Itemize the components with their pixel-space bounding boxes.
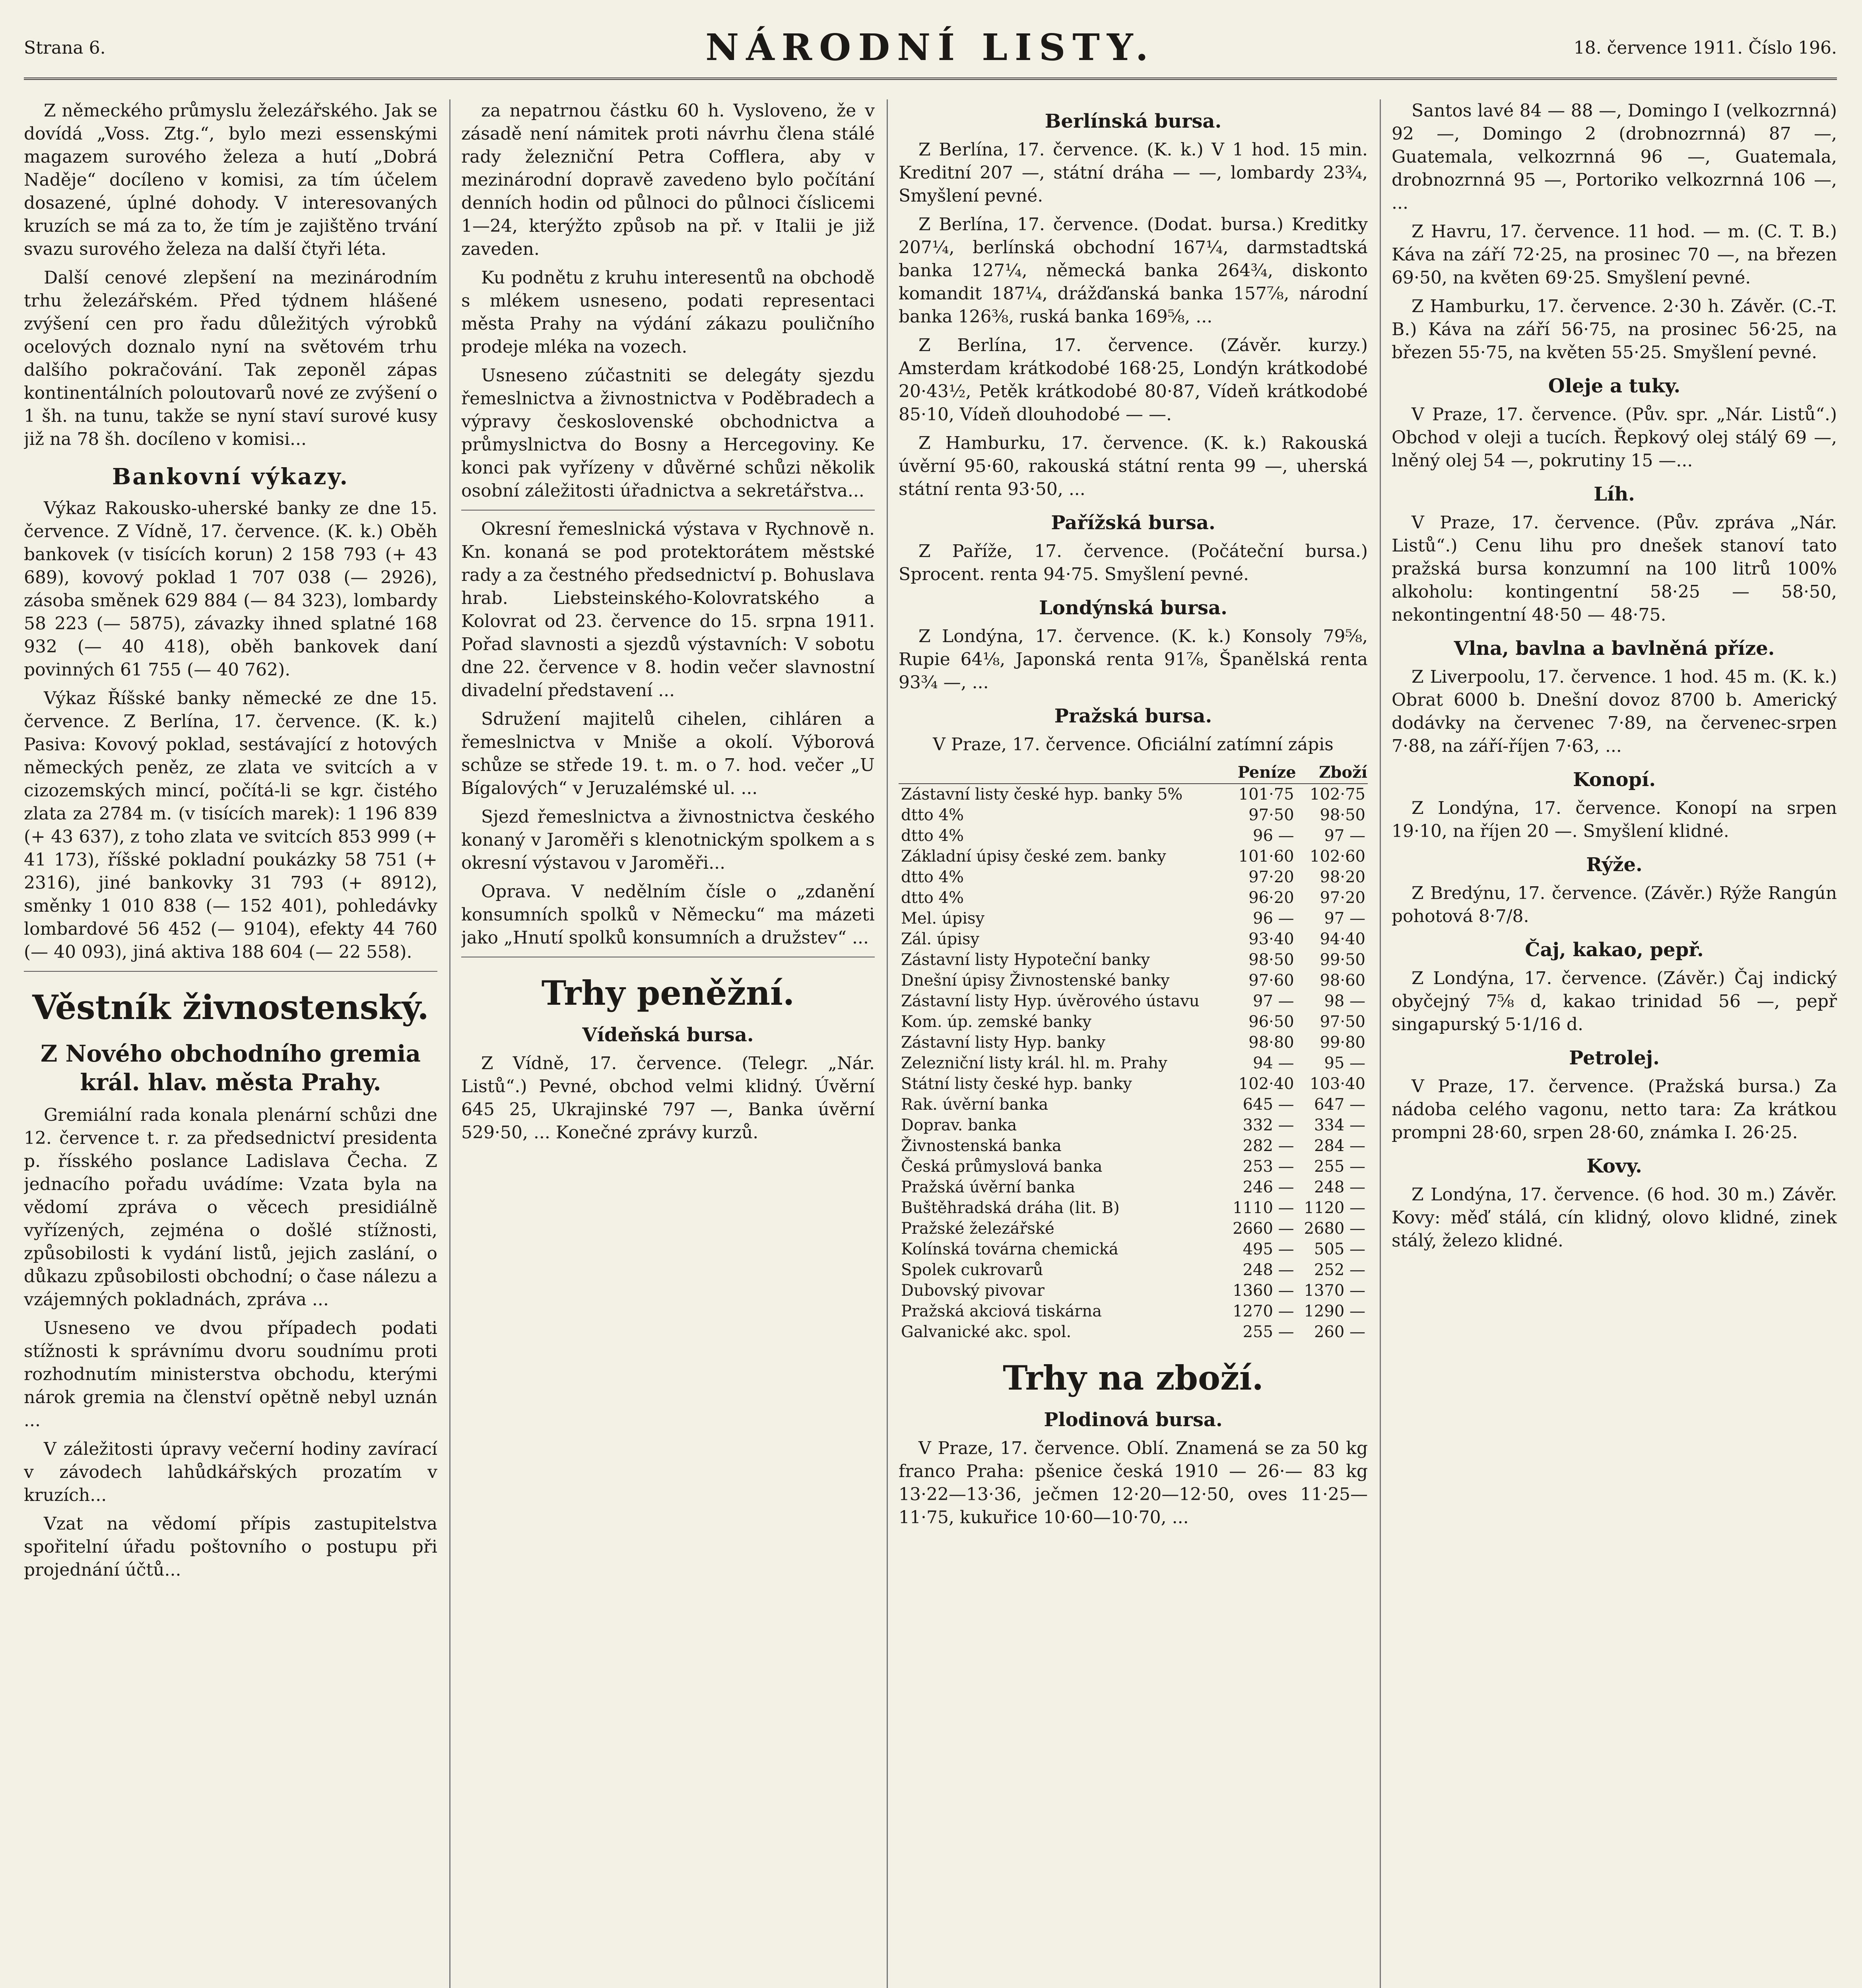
money-cell: 2660 — [1233,1219,1294,1238]
security-name-cell: Dnešní úpisy Živnostenské banky [901,971,1170,990]
goods-cell: 102·60 [1310,847,1365,866]
goods-cell: 97 — [1324,909,1365,928]
subheading-plodinova-bursa: Plodinová bursa. [1044,1409,1223,1431]
money-cell: 101·75 [1238,785,1294,804]
money-cell: 97·60 [1248,971,1294,990]
article-paragraph: Santos lavé 84 — 88 —, Domingo I (velkozrnná) 92 —, Domingo 2 (drobnozrnná) 87 —, Guatemala, velkozrnná 96 —, Guatemala, drobnozrnná 95 —, Portoriko velkozrnná 106 —, ... [1392,101,1837,213]
security-name-cell: Česká průmyslová banka [901,1157,1103,1176]
table-row [899,1301,1368,1322]
money-cell: 96 — [1253,909,1294,928]
goods-cell: 94·40 [1320,930,1365,948]
goods-cell: 98·60 [1320,971,1365,990]
article-paragraph: V Praze, 17. července. (Pražská bursa.) Za nádoba celého vagonu, netto tara: Za krátkou prompni 28·60, srpen 28·60, známka I. 26·25. [1392,1076,1837,1143]
column-1 [24,99,437,1988]
security-name-cell: Pražské železářské [901,1219,1054,1238]
goods-cell: 1290 — [1304,1302,1365,1320]
security-name-cell: Dubovský pivovar [901,1281,1045,1300]
subheading-gremium: Z Nového obchodního gremia král. hlav. města Prahy. [40,1040,421,1096]
article-paragraph: Výkaz Říšské banky německé ze dne 15. července. Z Berlína, 17. července. (K. k.) Pasiva: Kovový poklad, sestávající z hotových německých peněz, ze zlata ve svitcích a v cizozemských mincí, počítá-li se kgr. čistého zlata za 2784 m. (v tisících marek): 1 196 839 (+ 43 637), z toho zlata ve svitcích 853 999 (+ 41 173), říšské pokladní poukázky 58 751 (+ 2316), jiné bankovky 31 793 (+ 8912), směnky 1 010 838 (— 152 401), pohledávky lombardové 56 452 (— 9104), efekty 44 760 (— 40 093), jiná aktiva 188 604 (— 22 558). [24,688,437,962]
goods-cell: 284 — [1314,1137,1365,1155]
table-header [899,762,1225,784]
column-divider [449,99,450,1988]
money-cell: 97·20 [1248,868,1294,886]
article-paragraph: Usneseno ve dvou případech podati stížnosti k správnímu dvoru soudnímu proti rozhodnutím ministerstva obchodu, kterými nárok gremia na členství opětně nebyl uznán ... [24,1318,437,1431]
goods-cell: 97 — [1324,827,1365,845]
table-header: Zboží [1297,762,1368,784]
divider [461,510,875,511]
table-caption: V Praze, 17. července. Oficiální zatímní zápis [933,734,1334,755]
goods-cell: 98·50 [1320,806,1365,824]
article-paragraph: Další cenové zlepšení na mezinárodním trhu železářském. Před týdnem hlášené zvýšení cen pro řadu důležitých výrobků ocelových doznalo nyní na světovém trhu dalšího pokračování. Tak zeponěl zápas kontinentálních poloutovarů nové ze zvýšení o 1 šh. na tunu, takže se nyní staví surové kusy již na 78 šh. docíleno v komisi... [24,268,437,449]
subheading-petrolej: Petrolej. [1569,1047,1660,1069]
money-cell: 98·80 [1248,1033,1294,1052]
table-row [899,805,1368,825]
table-row [899,825,1368,846]
security-name-cell: dtto 4% [901,806,964,824]
money-cell: 97 — [1253,992,1294,1010]
subheading-londynska-bursa: Londýnská bursa. [1039,597,1227,619]
goods-cell: 1370 — [1304,1281,1365,1300]
security-name-cell: Státní listy české hyp. banky [901,1075,1132,1093]
goods-cell: 252 — [1314,1261,1365,1279]
money-cell: 93·40 [1248,930,1294,948]
money-cell: 246 — [1243,1178,1294,1196]
article-paragraph: Z Vídně, 17. července. (Telegr. „Nár. Listů“.) Pevné, obchod velmi klidný. Úvěrní 645 25, Ukrajinské 797 —, Banka úvěrní 529·50, ... Konečné zprávy kurzů. [461,1053,875,1143]
article-paragraph: Vzat na vědomí přípis zastupitelstva spořitelní úřadu poštovního o postupu při projednání účtů... [24,1514,437,1580]
article-paragraph: Z Londýna, 17. července. (6 hod. 30 m.) Závěr. Kovy: měď stálá, cín klidný, olovo klidné, zinek stálý, železo klidné. [1392,1184,1837,1251]
table-row [899,1322,1368,1342]
article-paragraph: V Praze, 17. července. (Pův. zpráva „Nár. Listů“.) Cenu lihu pro dnešek stanoví tato pražská bursa konzumní na 100 litrů 100% alkoholu: kontingentní 58·25 — 58·50, nekontingentní 48·50 — 48·75. [1392,513,1837,625]
security-name-cell: Doprav. banka [901,1116,1017,1134]
table-row [899,1198,1368,1218]
article-paragraph: Z Londýna, 17. července. (Závěr.) Čaj indický obyčejný 7⅝ d, kakao trinidad 56 —, pepř singapurský 5·1/16 d. [1392,968,1837,1035]
goods-cell: 248 — [1314,1178,1365,1196]
security-name-cell: Zástavní listy české hyp. banky 5% [901,785,1183,804]
article-paragraph: Sjezd řemeslnictva a živnostnictva českého konaný v Jaroměři s klenotnickým spolkem a s okresní výstavou v Jaroměři... [461,807,875,873]
headline-vestnik: Věstník živnostenský. [32,988,429,1027]
article-paragraph: Oprava. V nedělním čísle o „zdanění konsumních spolků v Německu“ ma mázeti jako „Hnutí spolků konsumních a družstev“ ... [461,881,875,948]
subheading-konopi: Konopí. [1573,769,1656,791]
article-paragraph: V Praze, 17. července. Oblí. Znamená se za 50 kg franco Praha: pšenice česká 1910 — 26·— 83 kg 13·22—13·36, ječmen 12·20—12·50, oves 11·25—11·75, kukuřice 10·60—10·70, ... [899,1438,1368,1528]
column-divider [887,99,888,1988]
table-row [899,1156,1368,1177]
subheading-prazska-bursa: Pražská bursa. [1054,705,1212,727]
subheading-lih: Líh. [1594,483,1635,505]
article-paragraph: Výkaz Rakousko-uherské banky ze dne 15. července. Z Vídně, 17. července. (K. k.) Oběh bankovek (v tisících korun) 2 158 793 (+ 43 689), kovový poklad 1 707 038 (— 2926), zásoba směnek 629 884 (— 84 323), lombardy 58 223 (— 5875), závazky ihned splatné 168 932 (— 40 418), oběh bankovek daní povinných 61 755 (— 40 762). [24,498,437,680]
money-cell: 101·60 [1238,847,1294,866]
table-row [899,1239,1368,1260]
security-name-cell: Zástavní listy Hyp. úvěrového ústavu [901,992,1200,1010]
security-name-cell: Zástavní listy Hypoteční banky [901,951,1150,969]
bursa-table [899,762,1368,1342]
money-cell: 94 — [1253,1054,1294,1072]
table-row [899,991,1368,1011]
security-name-cell: Mel. úpisy [901,909,985,928]
money-cell: 332 — [1243,1116,1294,1134]
article-paragraph: za nepatrnou částku 60 h. Vysloveno, že v zásadě není námitek proti návrhu člena stálé rady železniční Petra Cofflera, aby v mezinárodní dopravě zavedeno bylo počítání denních hodin od půlnoci do půlnoci číslicemi 1—24, kterýžto způsob na př. v Italii je již zaveden. [461,101,875,259]
section-heading-bank: Bankovní výkazy. [112,464,349,490]
security-name-cell: Spolek cukrovarů [901,1261,1043,1279]
goods-cell: 99·50 [1320,951,1365,969]
table-row [899,1011,1368,1032]
money-cell: 645 — [1243,1095,1294,1114]
goods-cell: 255 — [1314,1157,1365,1176]
article-paragraph: Z Paříže, 17. července. (Počáteční bursa.) Sprocent. renta 94·75. Smyšlení pevné. [899,541,1368,584]
money-cell: 96·50 [1248,1013,1294,1031]
goods-cell: 97·50 [1320,1013,1365,1031]
security-name-cell: Zelezniční listy král. hl. m. Prahy [901,1054,1167,1072]
page-header [24,22,1837,80]
money-cell: 255 — [1243,1323,1294,1341]
goods-cell: 98 — [1324,992,1365,1010]
money-cell: 97·50 [1248,806,1294,824]
table-header: Peníze [1225,762,1296,784]
table-row [899,929,1368,949]
table-row [899,784,1368,805]
goods-cell: 102·75 [1310,785,1365,804]
article-paragraph: Z Berlína, 17. července. (K. k.) V 1 hod. 15 min. Kreditní 207 —, státní dráha — —, lombardy 23¾, Smyšlení pevné. [899,140,1368,206]
column-4 [1392,99,1837,1988]
table-row [899,1074,1368,1094]
goods-cell: 98·20 [1320,868,1365,886]
money-cell: 282 — [1243,1137,1294,1155]
goods-cell: 2680 — [1304,1219,1365,1238]
article-paragraph: Z Hamburku, 17. července. (K. k.) Rakouská úvěrní 95·60, rakouská státní renta 99 —, uherská státní renta 93·50, ... [899,433,1368,499]
security-name-cell: Galvanické akc. spol. [901,1323,1072,1341]
article-paragraph: Z německého průmyslu železářského. Jak se dovídá „Voss. Ztg.“, bylo mezi essenskými magazem surového železa a hutí „Dobrá Naděje“ docíleno v komisi, za tím účelem dosazené, úplné dohody. V interesovaných kruzích se má za to, že tím je zajištěno trvání svazu surového železa na další čtyři léta. [24,101,437,259]
article-paragraph: Sdružení majitelů cihelen, cihláren a řemeslnictva v Mniše a okolí. Výborová schůze se střede 19. t. m. o 7. hod. večer „U Bígalových“ v Jeruzalémské ul. ... [461,709,875,798]
article-paragraph: Ku podnětu z kruhu interesentů na obchodě s mlékem usneseno, podati representaci města Prahy na výdání zákazu pouličního prodeje mléka na vozech. [461,268,875,357]
table-row [899,887,1368,908]
issue-date: 18. července 1911. Číslo 196. [1573,38,1837,58]
subheading-caj: Čaj, kakao, pepř. [1525,939,1704,961]
security-name-cell: Rak. úvěrní banka [901,1095,1048,1114]
subheading-kovy: Kovy. [1586,1155,1642,1177]
divider [24,971,437,972]
money-cell: 1360 — [1233,1281,1294,1300]
column-2 [461,99,875,1988]
security-name-cell: Zástavní listy Hyp. banky [901,1033,1106,1052]
goods-cell: 1120 — [1304,1199,1365,1217]
article-paragraph: Z Bredýnu, 17. července. (Závěr.) Rýže Rangún pohotová 8·7/8. [1392,883,1837,926]
table-row [899,1218,1368,1239]
article-paragraph: Z Berlína, 17. července. (Dodat. bursa.) Kreditky 207¼, berlínská obchodní 167¼, darmstadtská banka 127¼, německá banka 264¾, diskonto komandit 187¼, drážďanská banka 157⅞, národní banka 126⅜, ruská banka 169⅝, ... [899,214,1368,327]
security-name-cell: Buštěhradská dráha (lit. B) [901,1199,1120,1217]
article-paragraph: Z Berlína, 17. července. (Závěr. kurzy.) Amsterdam krátkodobé 168·25, Londýn krátkodobé 20·43½, Petěk krátkodobé 80·87, Vídeň krátkodobé 85·10, Vídeň dlouhodobé — —. [899,335,1368,425]
goods-cell: 99·80 [1320,1033,1365,1052]
security-name-cell: Základní úpisy české zem. banky [901,847,1166,866]
page-number: Strana 6. [24,38,106,58]
table-row [899,867,1368,887]
security-name-cell: Pražská úvěrní banka [901,1178,1076,1196]
money-cell: 1110 — [1233,1199,1294,1217]
table-row [899,1115,1368,1136]
security-name-cell: dtto 4% [901,868,964,886]
table-row [899,970,1368,991]
money-cell: 102·40 [1238,1075,1294,1093]
subheading-oleje: Oleje a tuky. [1548,375,1681,397]
money-cell: 98·50 [1248,951,1294,969]
article-paragraph: V Praze, 17. července. (Pův. spr. „Nár. Listů“.) Obchod v oleji a tucích. Řepkový olej stálý 69 —, lněný olej 54 —, pokrutiny 15 —... [1392,404,1837,471]
subheading-berlinska-bursa: Berlínská bursa. [1045,110,1222,132]
security-name-cell: dtto 4% [901,889,964,907]
goods-cell: 505 — [1314,1240,1365,1258]
subheading-vlna: Vlna, bavlna a bavlněná příze. [1454,637,1775,660]
table-row [899,1094,1368,1115]
article-paragraph: Z Liverpoolu, 17. července. 1 hod. 45 m. (K. k.) Obrat 6000 b. Dnešní dovoz 8700 b. Americký dodávky na červenec 7·89, na červenec-srpen 7·88, na září-říjen 7·63, ... [1392,667,1837,756]
headline-trhy-penezni: Trhy peněžní. [541,973,795,1013]
money-cell: 96·20 [1248,889,1294,907]
goods-cell: 97·20 [1320,889,1365,907]
security-name-cell: Pražská akciová tiskárna [901,1302,1102,1320]
table-row [899,1136,1368,1156]
money-cell: 248 — [1243,1261,1294,1279]
article-paragraph: Gremiální rada konala plenární schůzi dne 12. července t. r. za předsednictví presidenta p. řísského poslance Ladislava Čecha. Z jednacího pořadu uvádíme: Vzata byla na vědomí zpráva o věcech presidiálně vyřízených, zejména o došlé stížnosti, způsobilosti k vydání listů, jejich zaslání, o důkazu způsobilosti obchodní; o čase nálezu a vzájemných pokladnách, zpráva ... [24,1105,437,1310]
article-paragraph: Z Londýna, 17. července. (K. k.) Konsoly 79⅝, Rupie 64⅛, Japonská renta 91⅞, Španělská renta 93¾ —, ... [899,626,1368,693]
table-row [899,846,1368,867]
table-row [899,1280,1368,1301]
article-paragraph: V záležitosti úpravy večerní hodiny zavírací v závodech lahůdkářských prozatím v kruzích... [24,1439,437,1505]
security-name-cell: Živnostenská banka [901,1137,1062,1155]
money-cell: 495 — [1243,1240,1294,1258]
goods-cell: 95 — [1324,1054,1365,1072]
article-paragraph: Z Havru, 17. července. 11 hod. — m. (C. T. B.) Káva na září 72·25, na prosinec 70 —, na březen 69·50, na květen 69·25. Smyšlení pevné. [1392,221,1837,288]
article-paragraph: Usneseno zúčastniti se delegáty sjezdu řemeslnictva a živnostnictva v Poděbradech a výpravy československé obchodnictva a průmyslnictva do Bosny a Hercegoviny. Ke konci pak vyřízeny v důvěrné schůzi několik osobní záležitosti úřadnictva a sekretářstva... [461,365,875,501]
security-name-cell: Kolínská továrna chemická [901,1240,1118,1258]
table-row [899,1053,1368,1074]
table-row [899,1177,1368,1198]
goods-cell: 647 — [1314,1095,1365,1114]
subheading-parizska-bursa: Pařížská bursa. [1051,512,1215,534]
security-name-cell: dtto 4% [901,827,964,845]
money-cell: 1270 — [1233,1302,1294,1320]
money-cell: 96 — [1253,827,1294,845]
goods-cell: 334 — [1314,1116,1365,1134]
headline-trhy-na-zbozi: Trhy na zboží. [1003,1358,1264,1398]
goods-cell: 103·40 [1310,1075,1365,1093]
goods-cell: 260 — [1314,1323,1365,1341]
article-paragraph: Z Londýna, 17. července. Konopí na srpen 19·10, na říjen 20 —. Smyšlení klidné. [1392,798,1837,841]
table-row [899,1260,1368,1280]
table-row [899,1032,1368,1053]
security-name-cell: Kom. úp. zemské banky [901,1013,1091,1031]
table-row [899,949,1368,970]
masthead-title: NÁRODNÍ LISTY. [705,26,1155,69]
table-row [899,908,1368,929]
article-paragraph: Okresní řemeslnická výstava v Rychnově n. Kn. konaná se pod protektorátem městské rady a za čestného předsednictví p. Bohuslava hrab. Liebsteinského-Kolovratského a Kolovrat od 23. července do 15. srpna 1911. Pořad slavnosti a sjezdů výstavních: V sobotu dne 22. července v 8. hodin večer slavnostní divadelní představení ... [461,519,875,701]
money-cell: 253 — [1243,1157,1294,1176]
subheading-videnska-bursa: Vídeňská bursa. [582,1024,754,1046]
column-divider [1380,99,1381,1988]
article-paragraph: Z Hamburku, 17. července. 2·30 h. Závěr. (C.-T. B.) Káva na září 56·75, na prosinec 56·25, na březen 55·75, na květen 55·25. Smyšlení pevné. [1392,296,1837,363]
column-3 [899,99,1368,1988]
security-name-cell: Zál. úpisy [901,930,980,948]
subheading-ryze: Rýže. [1586,854,1643,876]
